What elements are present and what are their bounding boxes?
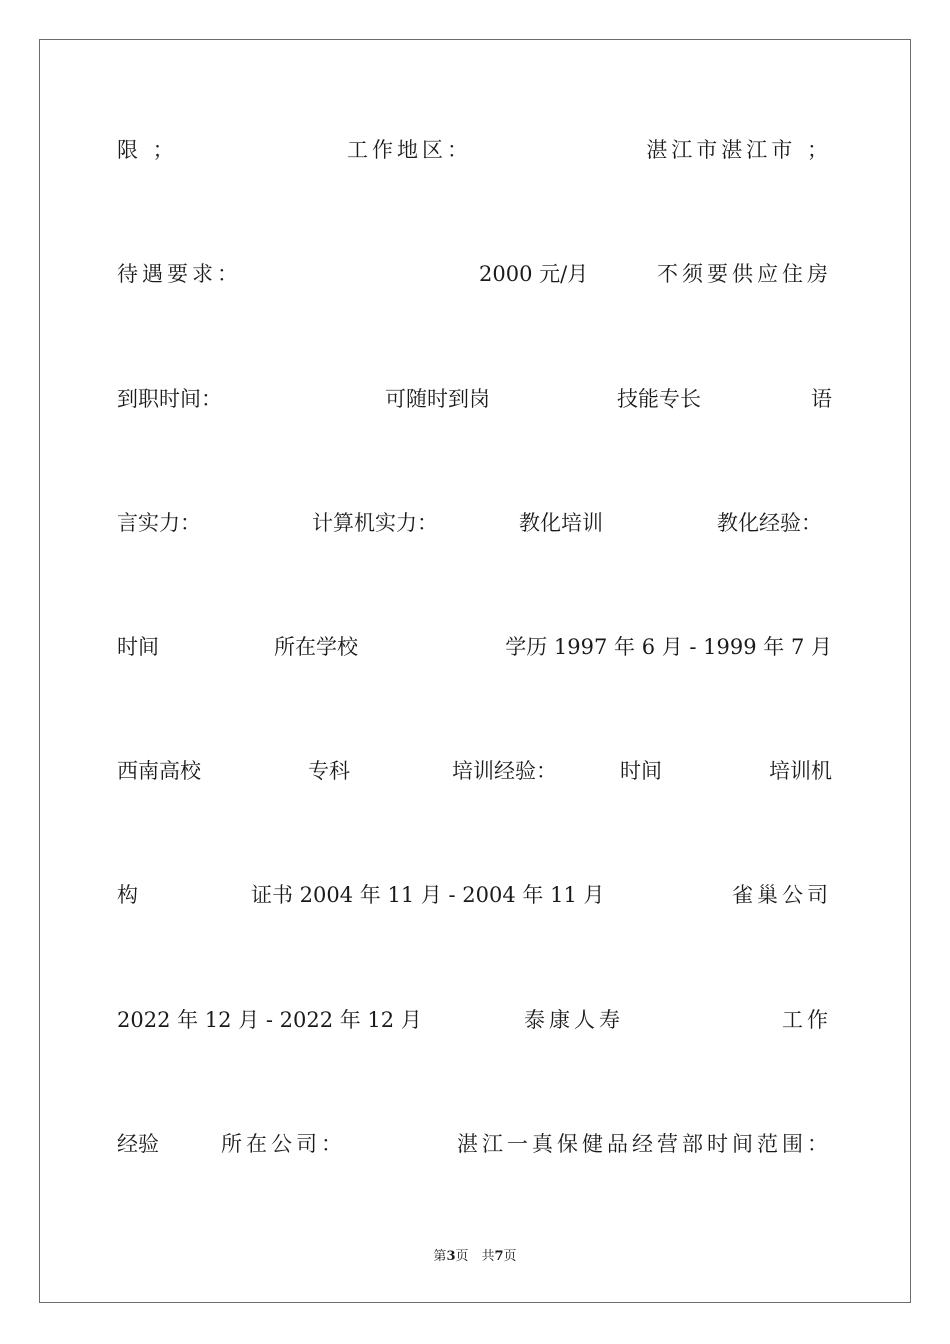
text-segment: 限 ；	[117, 138, 178, 162]
text-segment: 构	[117, 883, 138, 907]
text-segment: 湛江市湛江市 ；	[646, 138, 832, 162]
text-segment: 可随时到岗	[385, 387, 490, 411]
text-segment: 专科	[308, 759, 350, 783]
text-line	[117, 1005, 832, 1035]
text-segment: 培训机	[769, 759, 832, 783]
text-segment: 经验	[117, 1132, 159, 1156]
text-line	[117, 135, 832, 165]
text-segment: 待遇要求：	[117, 262, 242, 286]
text-segment: 雀巢公司	[732, 883, 832, 907]
text-segment: 工作	[782, 1008, 832, 1032]
text-line	[117, 756, 832, 786]
text-segment: 所在学校	[274, 635, 358, 659]
text-line	[117, 259, 832, 289]
text-line	[117, 632, 832, 662]
text-segment: 湛江一真保健品经营部时间范围：	[457, 1132, 832, 1156]
text-line	[117, 1129, 832, 1159]
text-segment: 计算机实力：	[312, 511, 438, 535]
text-segment: 泰康人寿	[524, 1008, 624, 1032]
page-frame	[39, 39, 911, 1303]
text-segment: 不须要供应住房	[657, 262, 832, 286]
text-segment: 工作地区：	[347, 138, 472, 162]
text-segment: 证书 2004 年 11 月 - 2004 年 11 月	[251, 883, 605, 907]
text-segment: 语	[811, 387, 832, 411]
text-segment: 教化培训	[519, 511, 603, 535]
footer-suffix: 页	[503, 1249, 517, 1264]
page-total: 7	[494, 1249, 504, 1264]
text-segment: 技能专长	[617, 387, 701, 411]
text-segment: 所在公司：	[221, 1132, 346, 1156]
text-segment: 教化经验：	[717, 511, 822, 535]
text-segment: 学历 1997 年 6 月 - 1999 年 7 月	[505, 635, 832, 659]
text-line	[117, 384, 832, 414]
text-line	[117, 880, 832, 910]
text-segment: 2022 年 12 月 - 2022 年 12 月	[117, 1008, 422, 1032]
text-segment: 2000 元/月	[479, 262, 589, 286]
text-line	[117, 508, 832, 538]
page-footer	[0, 1248, 950, 1266]
text-segment: 到职时间：	[117, 387, 222, 411]
footer-prefix: 第	[433, 1249, 447, 1264]
page-number: 3	[446, 1249, 456, 1264]
footer-mid: 页 共	[455, 1249, 495, 1264]
text-segment: 言实力：	[117, 511, 201, 535]
text-segment: 西南高校	[117, 759, 201, 783]
text-segment: 培训经验：	[452, 759, 557, 783]
text-segment: 时间	[620, 759, 662, 783]
text-segment: 时间	[117, 635, 159, 659]
